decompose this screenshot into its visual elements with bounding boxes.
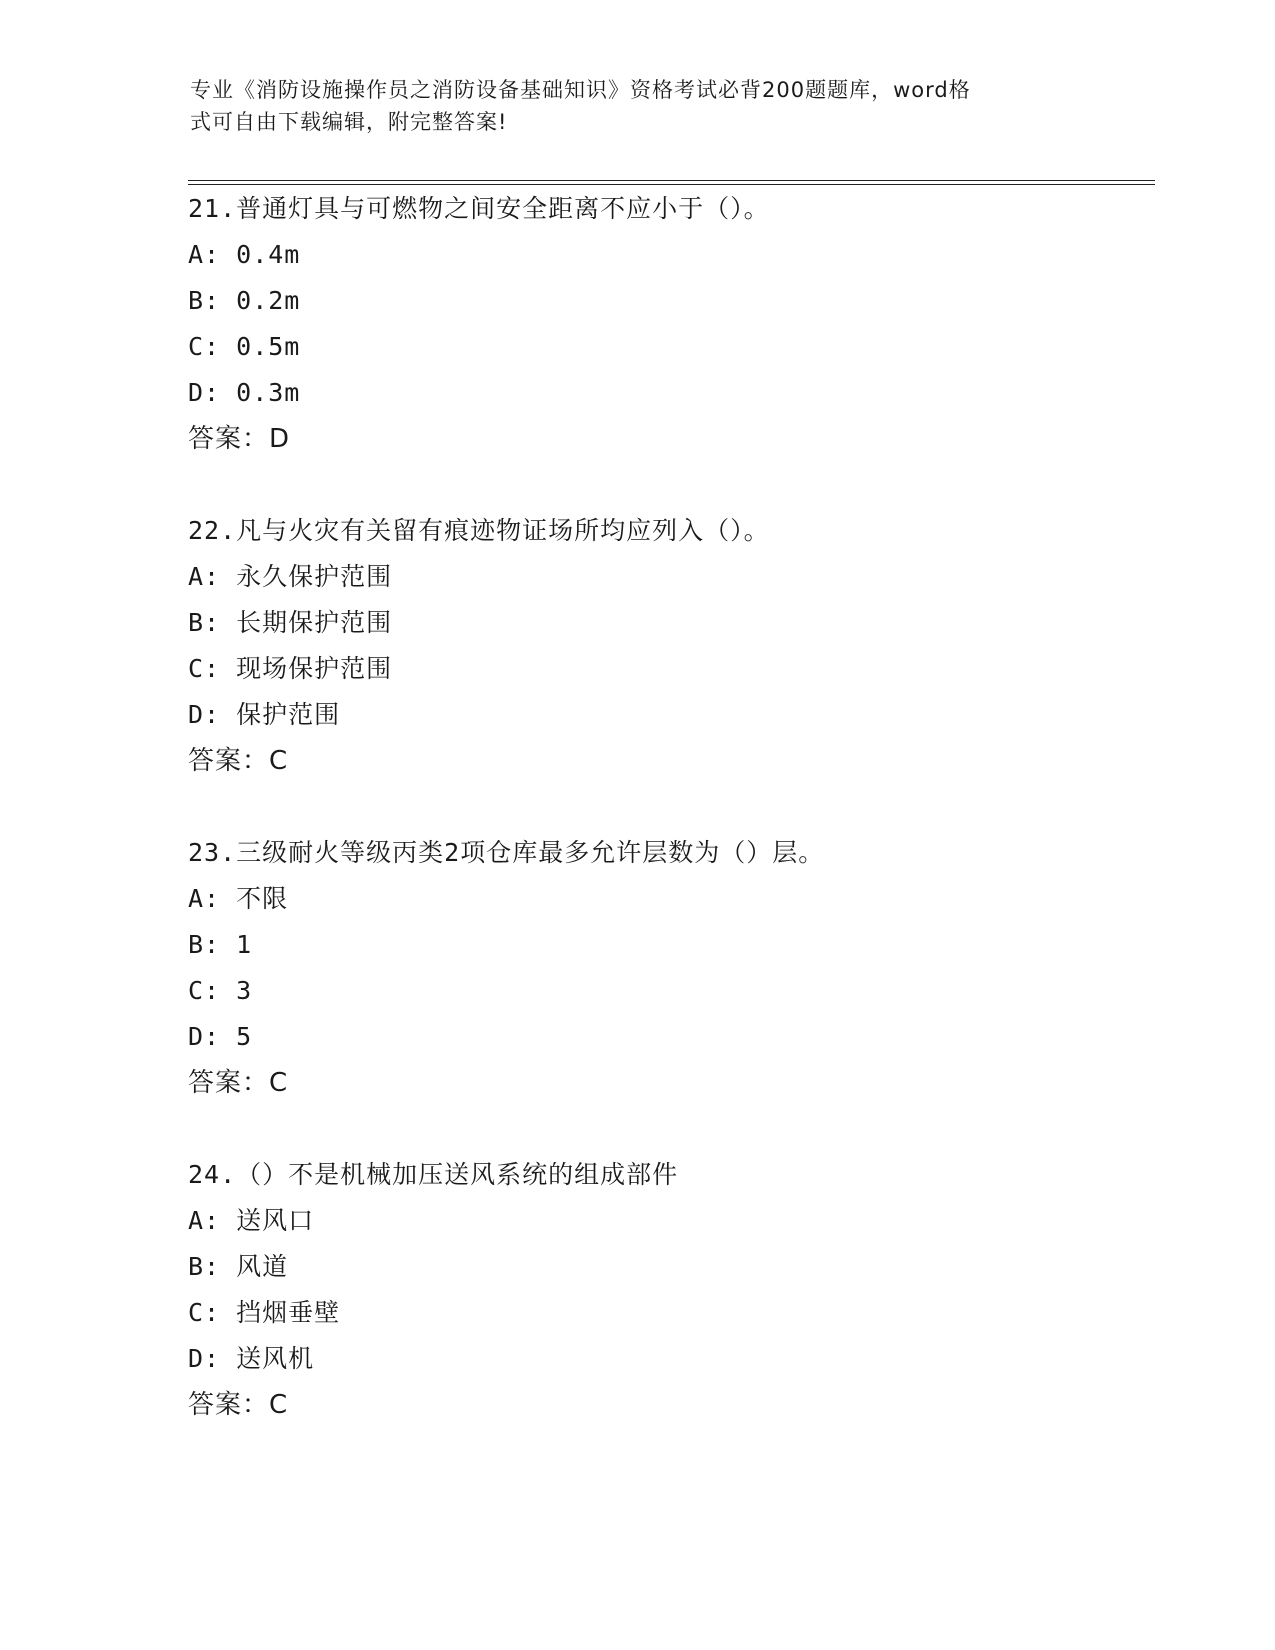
option-b: B: 0.2m (188, 286, 301, 315)
option-c: C: 现场保护范围 (188, 654, 393, 683)
question-22 (188, 508, 1148, 784)
option-b: B: 风道 (188, 1252, 289, 1281)
header-line-1: 专业《消防设施操作员之消防设备基础知识》资格考试必背200题题库，word格 (190, 78, 971, 102)
option-d: D: 0.3m (188, 378, 301, 407)
option-d: D: 5 (188, 1022, 253, 1051)
question-23 (188, 830, 1148, 1106)
question-stem: 24.（）不是机械加压送风系统的组成部件 (188, 1160, 679, 1189)
question-stem: 22.凡与火灾有关留有痕迹物证场所均应列入（）。 (188, 516, 770, 545)
option-c: C: 3 (188, 976, 253, 1005)
option-b: B: 长期保护范围 (188, 608, 393, 637)
question-stem: 21.普通灯具与可燃物之间安全距离不应小于（）。 (188, 194, 770, 223)
option-b: B: 1 (188, 930, 253, 959)
header-rule-top (188, 180, 1155, 181)
answer: 答案：D (188, 424, 291, 454)
header-line-2: 式可自由下载编辑，附完整答案! (190, 110, 508, 134)
question-24 (188, 1152, 1148, 1428)
option-c: C: 0.5m (188, 332, 301, 361)
question-stem: 23.三级耐火等级丙类2项仓库最多允许层数为（）层。 (188, 838, 825, 867)
header-rule-bottom (188, 184, 1155, 185)
option-c: C: 挡烟垂壁 (188, 1298, 341, 1327)
answer: 答案：C (188, 1068, 289, 1098)
option-d: D: 送风机 (188, 1344, 315, 1373)
answer: 答案：C (188, 1390, 289, 1420)
option-a: A: 永久保护范围 (188, 562, 393, 591)
answer: 答案：C (188, 746, 289, 776)
document-header (190, 74, 1080, 138)
option-a: A: 不限 (188, 884, 289, 913)
question-21 (188, 186, 1148, 462)
option-a: A: 送风口 (188, 1206, 315, 1235)
option-d: D: 保护范围 (188, 700, 341, 729)
option-a: A: 0.4m (188, 240, 301, 269)
